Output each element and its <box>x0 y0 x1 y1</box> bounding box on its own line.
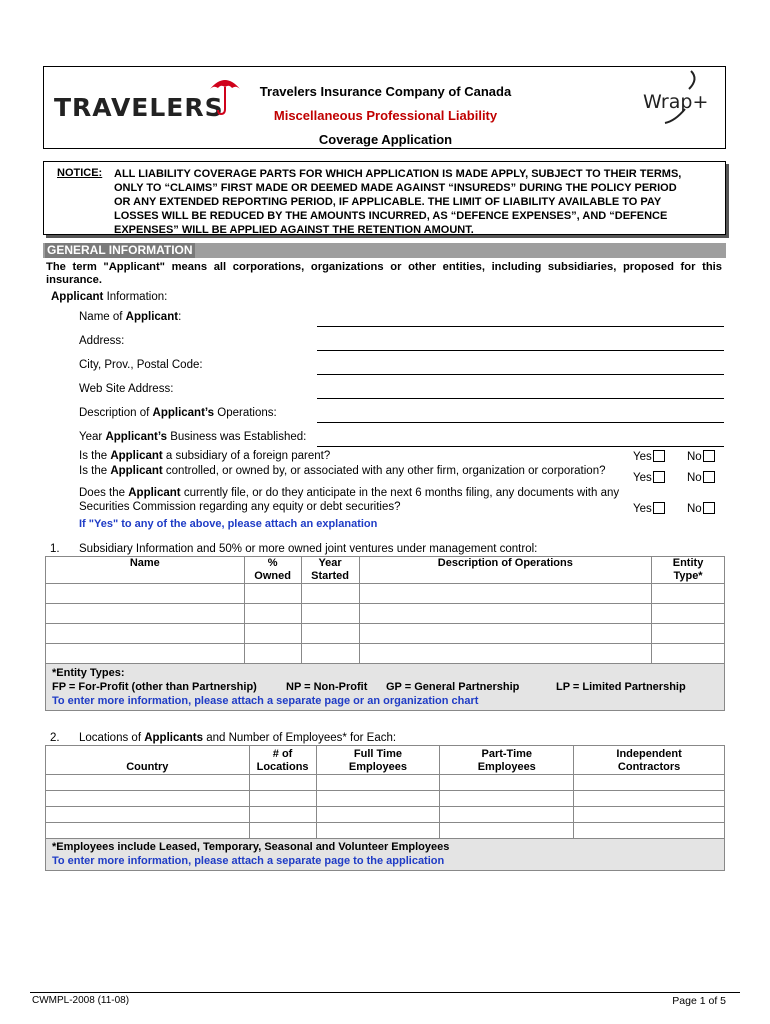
name-field[interactable] <box>317 326 724 327</box>
notice-box <box>43 161 726 235</box>
lp-legend: LP = Limited Partnership <box>556 680 686 693</box>
employees-note-row <box>46 839 725 871</box>
no-label: No <box>687 451 702 463</box>
table-cell[interactable] <box>46 584 245 604</box>
footer-rule <box>30 992 740 993</box>
applicant-definition: The term "Applicant" means all corporations, organizations or other entities, including subsidiaries, proposed for this insurance. <box>46 261 722 286</box>
table-cell[interactable] <box>359 644 652 664</box>
header-line: Contractors <box>617 761 681 773</box>
col-locations <box>249 746 316 775</box>
header-line: # of <box>272 748 293 760</box>
table-cell[interactable] <box>46 644 245 664</box>
table-row <box>46 775 725 791</box>
wrap-logo <box>637 69 717 125</box>
label-part: : <box>178 311 182 323</box>
explanation-note: If "Yes" to any of the above, please attach an explanation <box>79 518 378 530</box>
table-cell[interactable] <box>301 604 359 624</box>
no-option <box>687 450 715 463</box>
np-legend: NP = Non-Profit <box>286 680 368 693</box>
address-label: Address: <box>79 335 125 347</box>
no-option <box>687 471 715 484</box>
table-cell[interactable] <box>249 775 316 791</box>
table-cell[interactable] <box>316 823 440 839</box>
question-foreign-parent <box>79 450 330 462</box>
no-label: No <box>687 503 702 515</box>
table-row <box>46 624 725 644</box>
no-label: No <box>687 472 702 484</box>
table-cell[interactable] <box>244 604 301 624</box>
operations-field[interactable] <box>317 422 724 423</box>
header-line: Part-Time <box>481 748 533 760</box>
employees-note-cell <box>46 839 725 871</box>
website-label: Web Site Address: <box>79 383 174 395</box>
table-row <box>46 791 725 807</box>
label-part: Applicant <box>110 465 163 477</box>
locations-number: 2. <box>50 732 60 744</box>
label-part: and Number of Employees* for Each: <box>203 732 397 744</box>
form-code: CWMPL-2008 (11-08) <box>32 995 130 1006</box>
applicant-word: Applicant <box>51 291 104 303</box>
label-part: Applicant <box>125 311 179 323</box>
locations-table <box>45 745 725 871</box>
question-securities <box>79 487 619 499</box>
entity-types-title: *Entity Types: <box>52 667 125 679</box>
label-part: Does the <box>79 487 129 499</box>
yes-label: Yes <box>633 451 652 463</box>
yes-label: Yes <box>633 472 652 484</box>
yes-option <box>633 471 665 484</box>
yes-option <box>633 450 665 463</box>
logo-text: TRAVELERS <box>54 93 224 122</box>
table-cell[interactable] <box>301 624 359 644</box>
no-checkbox[interactable] <box>703 502 715 514</box>
table-cell[interactable] <box>440 791 574 807</box>
label-part: Operations: <box>214 407 277 419</box>
label-part: Applicant <box>110 450 163 462</box>
notice-line: LOSSES WILL BE REDUCED BY THE AMOUNTS INCURRED, AS “DEFENCE EXPENSES”, AND “DEFENCE <box>114 210 668 222</box>
table-cell[interactable] <box>652 604 725 624</box>
table-cell[interactable] <box>46 807 250 823</box>
locations-intro <box>79 732 396 744</box>
label-part: Is the <box>79 450 111 462</box>
table-cell[interactable] <box>359 624 652 644</box>
entity-types-legend <box>52 681 718 695</box>
address-field[interactable] <box>317 350 724 351</box>
notice-text <box>114 167 714 237</box>
notice-line: ALL LIABILITY COVERAGE PARTS FOR WHICH APPLICATION IS MADE APPLY, SUBJECT TO THEIR TERMS, <box>114 168 682 180</box>
table-cell[interactable] <box>440 823 574 839</box>
year-established-label <box>79 431 306 443</box>
label-part: Name of <box>79 311 126 323</box>
table-cell[interactable] <box>574 791 725 807</box>
table-cell[interactable] <box>359 584 652 604</box>
header-line: Entity <box>672 557 704 569</box>
notice-label: NOTICE: <box>57 167 103 179</box>
header-line: Started <box>311 570 350 582</box>
label-part: Applicants <box>144 732 204 744</box>
notice-line: EXPENSES” WILL BE APPLIED AGAINST THE RETENTION AMOUNT. <box>114 224 474 236</box>
product-name: Miscellaneous Professional Liability <box>273 108 498 123</box>
table-row <box>46 807 725 823</box>
year-established-field[interactable] <box>317 446 724 447</box>
header-line: % <box>267 557 278 569</box>
table-cell[interactable] <box>440 775 574 791</box>
no-checkbox[interactable] <box>703 450 715 462</box>
table-cell[interactable] <box>316 775 440 791</box>
col-description: Description of Operations <box>359 557 652 584</box>
header-box <box>43 66 726 149</box>
table-cell[interactable] <box>301 644 359 664</box>
table-row <box>46 584 725 604</box>
table-cell[interactable] <box>316 807 440 823</box>
table-cell[interactable] <box>301 584 359 604</box>
table-cell[interactable] <box>574 807 725 823</box>
table-cell[interactable] <box>46 791 250 807</box>
header-line: Owned <box>254 570 291 582</box>
table-row <box>46 644 725 664</box>
table-row <box>46 823 725 839</box>
table-cell[interactable] <box>652 624 725 644</box>
applicant-info-label <box>51 291 167 303</box>
information-word: Information: <box>103 291 168 303</box>
label-part: Locations of <box>79 732 145 744</box>
operations-label <box>79 407 277 419</box>
col-country: Country <box>46 746 250 775</box>
col-entity <box>652 557 725 584</box>
col-owned <box>244 557 301 584</box>
subsidiary-intro: Subsidiary Information and 50% or more owned joint ventures under management control: <box>79 543 538 555</box>
table-cell[interactable] <box>46 823 250 839</box>
subsidiary-more-note: To enter more information, please attach a separate page or an organization chart <box>52 694 479 707</box>
yes-checkbox[interactable] <box>653 502 665 514</box>
yes-checkbox[interactable] <box>653 471 665 483</box>
table-cell[interactable] <box>244 584 301 604</box>
header-line: Employees <box>477 761 536 773</box>
notice-line: ONLY TO “CLAIMS” FIRST MADE OR DEEMED MADE AGAINST “INSUREDS” DURING THE POLICY PERIOD <box>114 182 677 194</box>
label-part: Business was Established: <box>167 431 307 443</box>
header-line: Type* <box>673 570 703 582</box>
label-part: Applicant’s <box>105 431 167 443</box>
table-cell[interactable] <box>652 584 725 604</box>
table-cell[interactable] <box>359 604 652 624</box>
header-line: Employees <box>348 761 407 773</box>
label-part: controlled, or owned by, or associated with any other firm, organization or corporation? <box>162 465 606 477</box>
table-cell[interactable] <box>574 823 725 839</box>
header-line: Independent <box>616 748 682 760</box>
gp-legend: GP = General Partnership <box>386 680 520 693</box>
locations-more-note: To enter more information, please attach a separate page to the application <box>52 854 445 867</box>
employees-note: *Employees include Leased, Temporary, Seasonal and Volunteer Employees <box>52 841 450 853</box>
label-part: Year <box>79 431 106 443</box>
subsidiary-table <box>45 556 725 711</box>
col-part-time <box>440 746 574 775</box>
section-header <box>43 243 726 258</box>
table-row <box>46 604 725 624</box>
table-cell[interactable] <box>46 775 250 791</box>
table-cell[interactable] <box>244 624 301 644</box>
page-number: Page 1 of 5 <box>672 995 726 1007</box>
table-cell[interactable] <box>249 791 316 807</box>
notice-line: OR ANY EXTENDED REPORTING PERIOD, IF APPLICABLE. THE LIMIT OF LIABILITY AVAILABLE TO PAY <box>114 196 662 208</box>
col-year <box>301 557 359 584</box>
entity-types-cell <box>46 664 725 711</box>
table-cell[interactable] <box>652 644 725 664</box>
name-label <box>79 311 181 323</box>
table-cell[interactable] <box>440 807 574 823</box>
wrap-logo-text: Wrap+ <box>643 91 709 113</box>
label-part: Applicant <box>128 487 181 499</box>
company-name: Travelers Insurance Company of Canada <box>259 84 512 99</box>
fp-legend: FP = For-Profit (other than Partnership) <box>52 680 257 693</box>
col-name: Name <box>46 557 245 584</box>
label-part: a subsidiary of a foreign parent? <box>162 450 331 462</box>
section-title: GENERAL INFORMATION <box>47 243 193 257</box>
question-securities-line2: Securities Commission regarding any equity or debt securities? <box>79 501 401 513</box>
table-cell[interactable] <box>46 624 245 644</box>
question-controlled <box>79 465 606 477</box>
label-part: Description of <box>79 407 153 419</box>
entity-types-row <box>46 664 725 711</box>
yes-label: Yes <box>633 503 652 515</box>
no-checkbox[interactable] <box>703 471 715 483</box>
label-part: Applicant’s <box>152 407 215 419</box>
header-line: Full Time <box>353 748 402 760</box>
city-field[interactable] <box>317 374 724 375</box>
table-cell[interactable] <box>46 604 245 624</box>
no-option <box>687 502 715 515</box>
col-full-time <box>316 746 440 775</box>
yes-checkbox[interactable] <box>653 450 665 462</box>
yes-option <box>633 502 665 515</box>
table-cell[interactable] <box>249 823 316 839</box>
locations-header-row <box>46 746 725 775</box>
subsidiary-number: 1. <box>50 543 60 555</box>
label-part: Is the <box>79 465 111 477</box>
label-part: currently file, or do they anticipate in the next 6 months filing, any documents with any <box>180 487 620 499</box>
table-cell[interactable] <box>249 807 316 823</box>
city-label: City, Prov., Postal Code: <box>79 359 203 371</box>
header-line: Locations <box>256 761 309 773</box>
form-title: Coverage Application <box>318 132 453 147</box>
table-cell[interactable] <box>574 775 725 791</box>
subsidiary-header-row <box>46 557 725 584</box>
col-contractors <box>574 746 725 775</box>
table-cell[interactable] <box>316 791 440 807</box>
header-line: Year <box>318 557 342 569</box>
website-field[interactable] <box>317 398 724 399</box>
table-cell[interactable] <box>244 644 301 664</box>
